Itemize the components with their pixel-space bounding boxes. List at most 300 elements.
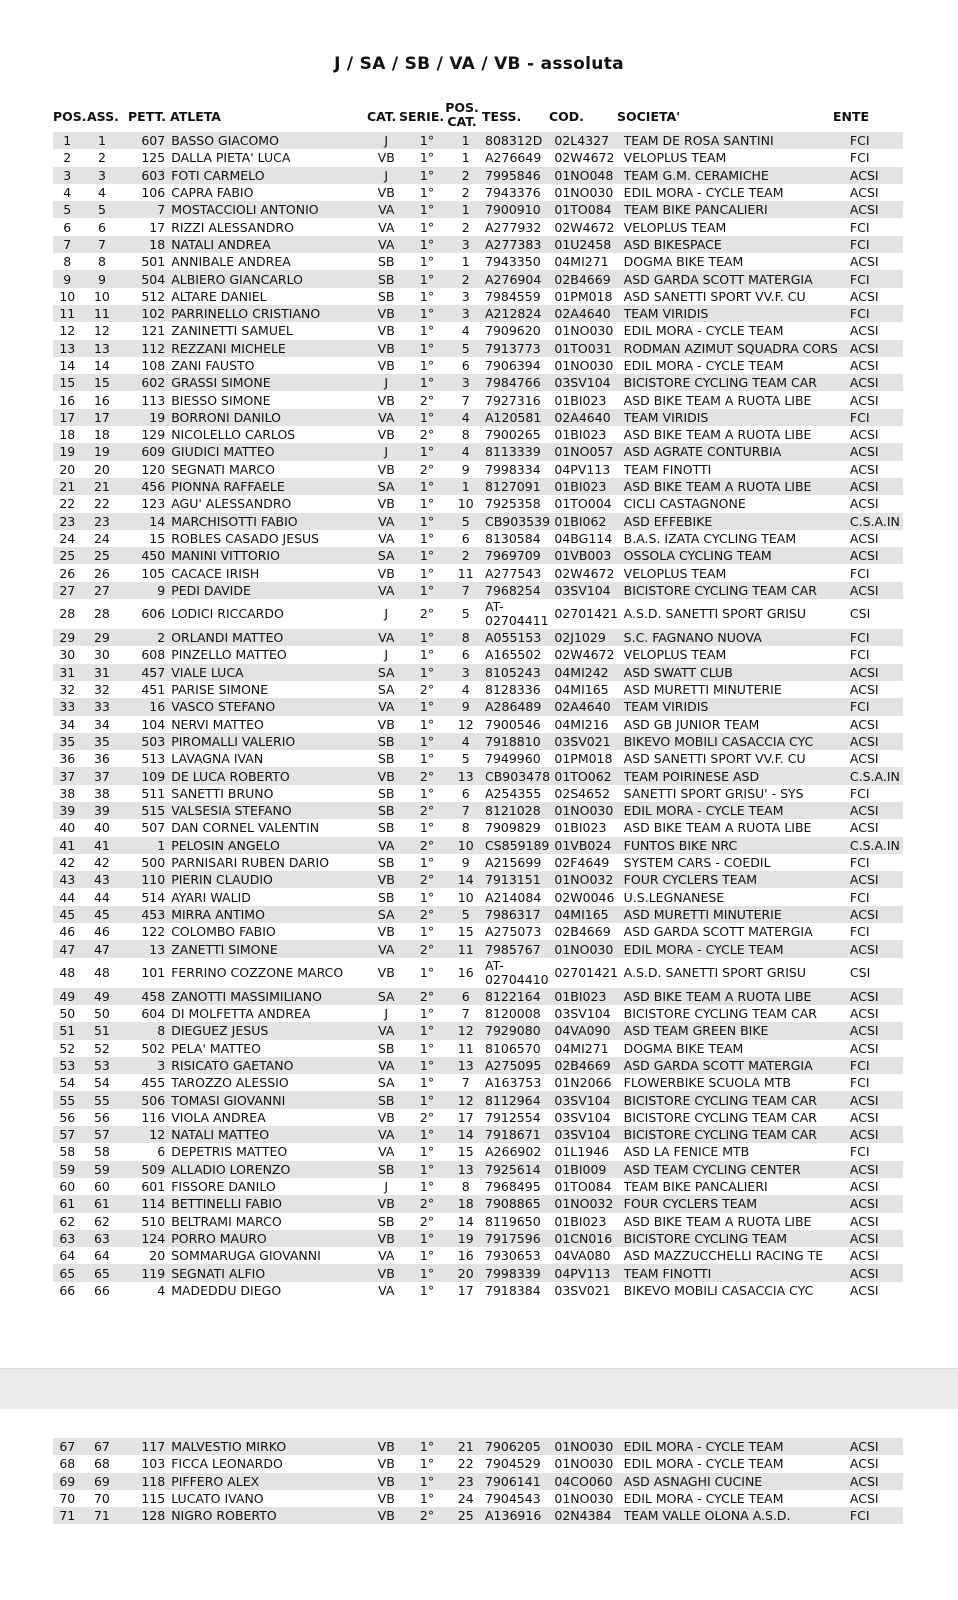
cell-ente: ACSI [850,750,903,767]
cell-cod: 01BI023 [554,391,623,408]
cell-serie: 2° [404,391,451,408]
cell-pos-cat: 15 [450,1143,481,1160]
cell-pos-cat: 14 [450,871,481,888]
cell-societa: ASD LA FENICE MTB [624,1143,850,1160]
cell-societa: SYSTEM CARS - COEDIL [624,854,850,871]
table-row [53,888,903,905]
cell-pett: 106 [122,184,171,201]
cell-tess: 7900910 [481,201,554,218]
cell-cat: J [369,374,404,391]
cell-societa: ASD TEAM CYCLING CENTER [624,1161,850,1178]
cell-pos: 39 [53,802,82,819]
cell-tess: 808312D [481,132,554,149]
cell-cod: 02A4640 [554,305,623,322]
cell-tess: A277932 [481,218,554,235]
cell-ente: CSI [850,958,903,988]
cell-ass: 11 [82,305,123,322]
cell-pett: 456 [122,478,171,495]
cell-cat: J [369,599,404,629]
cell-societa: EDIL MORA - CYCLE TEAM [624,802,850,819]
cell-ente: FCI [850,1143,903,1160]
table-row [53,340,903,357]
cell-societa: DOGMA BIKE TEAM [624,1040,850,1057]
cell-pos-cat: 2 [450,547,481,564]
cell-tess: CB903478 [481,767,554,784]
cell-societa: U.S.LEGNANESE [624,888,850,905]
cell-societa: VELOPLUS TEAM [624,646,850,663]
cell-ente: ACSI [850,184,903,201]
cell-pett: 110 [122,871,171,888]
cell-cod: 01BI062 [554,513,623,530]
cell-cat: VB [369,767,404,784]
cell-ass: 44 [82,888,123,905]
cell-pett: 12 [122,1126,171,1143]
cell-ass: 4 [82,184,123,201]
cell-pos-cat: 8 [450,1178,481,1195]
cell-atleta: REZZANI MICHELE [171,340,369,357]
cell-societa: TEAM VIRIDIS [624,409,850,426]
table-row [53,513,903,530]
cell-cod: 04VA090 [554,1022,623,1039]
cell-ass: 62 [82,1213,123,1230]
cell-pos: 37 [53,767,82,784]
cell-ente: ACSI [850,1438,903,1455]
cell-ente: ACSI [850,1264,903,1281]
cell-ente: FCI [850,409,903,426]
cell-pos: 45 [53,906,82,923]
table-row [53,988,903,1005]
cell-pos: 66 [53,1282,82,1299]
cell-pos: 43 [53,871,82,888]
cell-serie: 1° [404,1040,451,1057]
cell-atleta: ANNIBALE ANDREA [171,253,369,270]
results-page-2 [0,1409,958,1600]
cell-cod: 02W4672 [554,149,623,166]
cell-atleta: PIONNA RAFFAELE [171,478,369,495]
cell-pett: 512 [122,288,171,305]
cell-serie: 1° [404,340,451,357]
cell-cat: VA [369,582,404,599]
cell-serie: 2° [404,940,451,957]
cell-atleta: TOMASI GIOVANNI [171,1091,369,1108]
cell-cat: VB [369,1109,404,1126]
cell-pos-cat: 13 [450,767,481,784]
cell-tess: 7943350 [481,253,554,270]
cell-cod: 01BI023 [554,478,623,495]
cell-cod: 01BI023 [554,988,623,1005]
cell-cat: VB [369,1438,404,1455]
cell-ass: 18 [82,426,123,443]
cell-pos-cat: 9 [450,698,481,715]
table-row [53,426,903,443]
cell-pos-cat: 12 [450,1022,481,1039]
cell-serie: 1° [404,513,451,530]
cell-ass: 70 [82,1490,123,1507]
cell-cat: VA [369,1057,404,1074]
table-row [53,443,903,460]
cell-pos: 44 [53,888,82,905]
cell-tess: A275073 [481,923,554,940]
cell-serie: 1° [404,698,451,715]
cell-pos: 12 [53,322,82,339]
cell-pos-cat: 3 [450,288,481,305]
cell-pos: 26 [53,564,82,581]
table-row [53,1230,903,1247]
table-row [53,582,903,599]
table-row [53,1438,903,1455]
cell-atleta: CAPRA FABIO [171,184,369,201]
cell-pos-cat: 12 [450,1091,481,1108]
cell-ente: ACSI [850,1161,903,1178]
cell-pos: 42 [53,854,82,871]
cell-serie: 2° [404,1507,451,1524]
cell-tess: A266902 [481,1143,554,1160]
cell-societa: BICISTORE CYCLING TEAM CAR [624,1109,850,1126]
cell-pos-cat: 3 [450,305,481,322]
cell-pos: 28 [53,599,82,629]
cell-ente: ACSI [850,495,903,512]
cell-pos-cat: 8 [450,819,481,836]
cell-tess: 8122164 [481,988,554,1005]
cell-serie: 1° [404,750,451,767]
cell-serie: 1° [404,167,451,184]
cell-pett: 511 [122,785,171,802]
cell-tess: A212824 [481,305,554,322]
cell-ass: 48 [82,958,123,988]
table-row [53,149,903,166]
cell-ente: FCI [850,149,903,166]
cell-cat: VB [369,495,404,512]
table-row [53,357,903,374]
cell-cod: 01TO084 [554,201,623,218]
cell-tess: A214084 [481,888,554,905]
cell-pos: 70 [53,1490,82,1507]
col-cod: COD. [549,109,584,124]
cell-pos-cat: 10 [450,888,481,905]
cell-tess: 7968495 [481,1178,554,1195]
cell-serie: 1° [404,322,451,339]
cell-ente: ACSI [850,1091,903,1108]
cell-atleta: MADEDDU DIEGO [171,1282,369,1299]
cell-pos: 50 [53,1005,82,1022]
cell-pett: 506 [122,1091,171,1108]
cell-societa: A.S.D. SANETTI SPORT GRISU [624,599,850,629]
cell-pett: 121 [122,322,171,339]
col-cat: CAT. [367,109,397,124]
cell-societa: ASD BIKE TEAM A RUOTA LIBE [624,819,850,836]
table-row [53,1057,903,1074]
cell-societa: BICISTORE CYCLING TEAM CAR [624,1005,850,1022]
cell-pett: 500 [122,854,171,871]
cell-atleta: SANETTI BRUNO [171,785,369,802]
cell-pett: 122 [122,923,171,940]
cell-serie: 1° [404,374,451,391]
cell-pos: 56 [53,1109,82,1126]
cell-cat: VB [369,1264,404,1281]
cell-pett: 112 [122,340,171,357]
cell-tess: 8127091 [481,478,554,495]
cell-pos-cat: 1 [450,201,481,218]
cell-tess: 7913773 [481,340,554,357]
cell-ente: ACSI [850,547,903,564]
cell-tess: 8105243 [481,664,554,681]
cell-pos-cat: 11 [450,1040,481,1057]
cell-ente: ACSI [850,1282,903,1299]
cell-cat: SB [369,785,404,802]
cell-pos-cat: 25 [450,1507,481,1524]
cell-pos-cat: 4 [450,733,481,750]
cell-ente: ACSI [850,819,903,836]
cell-ass: 36 [82,750,123,767]
cell-serie: 1° [404,305,451,322]
cell-tess: A165502 [481,646,554,663]
cell-serie: 1° [404,1247,451,1264]
cell-atleta: DEPETRIS MATTEO [171,1143,369,1160]
cell-pos-cat: 6 [450,646,481,663]
col-pos-cat: POS. CAT. [445,100,479,129]
cell-ass: 66 [82,1282,123,1299]
cell-ente: ACSI [850,582,903,599]
cell-tess: A276649 [481,149,554,166]
cell-ass: 42 [82,854,123,871]
cell-cod: 02F4649 [554,854,623,871]
cell-pos: 16 [53,391,82,408]
cell-tess: 7904543 [481,1490,554,1507]
cell-ass: 57 [82,1126,123,1143]
cell-atleta: BIESSO SIMONE [171,391,369,408]
cell-cat: VB [369,1455,404,1472]
cell-cat: VA [369,837,404,854]
cell-atleta: PARNISARI RUBEN DARIO [171,854,369,871]
cell-pett: 16 [122,698,171,715]
cell-pos: 36 [53,750,82,767]
cell-pett: 4 [122,1282,171,1299]
cell-ente: FCI [850,785,903,802]
cell-ass: 9 [82,270,123,287]
cell-ente: ACSI [850,167,903,184]
cell-tess: 7943376 [481,184,554,201]
cell-pos-cat: 3 [450,236,481,253]
cell-ass: 61 [82,1195,123,1212]
cell-ente: FCI [850,629,903,646]
cell-pett: 609 [122,443,171,460]
cell-atleta: SOMMARUGA GIOVANNI [171,1247,369,1264]
cell-atleta: FERRINO COZZONE MARCO [171,958,369,988]
cell-societa: TEAM VALLE OLONA A.S.D. [624,1507,850,1524]
cell-atleta: NERVI MATTEO [171,716,369,733]
cell-pos: 57 [53,1126,82,1143]
cell-ente: FCI [850,698,903,715]
cell-ass: 38 [82,785,123,802]
cell-pos-cat: 1 [450,149,481,166]
cell-pos: 71 [53,1507,82,1524]
table-row [53,802,903,819]
cell-pett: 19 [122,409,171,426]
cell-serie: 1° [404,854,451,871]
cell-cat: SB [369,802,404,819]
cell-pos: 69 [53,1473,82,1490]
cell-societa: SANETTI SPORT GRISU' - SYS [624,785,850,802]
cell-ente: FCI [850,236,903,253]
cell-tess: 7984766 [481,374,554,391]
cell-tess: 7949960 [481,750,554,767]
cell-pos: 7 [53,236,82,253]
page-separator [0,1368,958,1410]
col-ente: ENTE [833,109,870,124]
cell-tess: 7912554 [481,1109,554,1126]
cell-cod: 02701421 [554,599,623,629]
cell-ass: 10 [82,288,123,305]
cell-cat: VA [369,940,404,957]
cell-pos-cat: 16 [450,1247,481,1264]
cell-serie: 1° [404,288,451,305]
cell-tess: 7918810 [481,733,554,750]
cell-cod: 02W4672 [554,218,623,235]
cell-pos: 20 [53,461,82,478]
cell-tess: 7985767 [481,940,554,957]
cell-tess: A055153 [481,629,554,646]
cell-cat: SB [369,733,404,750]
cell-ente: ACSI [850,802,903,819]
cell-cod: 01BI023 [554,819,623,836]
cell-atleta: BASSO GIACOMO [171,132,369,149]
cell-atleta: PELA' MATTEO [171,1040,369,1057]
cell-cat: VA [369,1282,404,1299]
cell-pos: 10 [53,288,82,305]
cell-pos: 55 [53,1091,82,1108]
col-tess: TESS. [482,109,522,124]
cell-ente: ACSI [850,1109,903,1126]
cell-cat: VB [369,923,404,940]
table-row [53,1161,903,1178]
cell-pos-cat: 3 [450,664,481,681]
cell-ass: 32 [82,681,123,698]
cell-pos-cat: 14 [450,1213,481,1230]
table-row [53,1109,903,1126]
cell-pos-cat: 5 [450,750,481,767]
cell-serie: 1° [404,664,451,681]
cell-cat: SA [369,664,404,681]
cell-atleta: DIEGUEZ JESUS [171,1022,369,1039]
cell-ente: ACSI [850,988,903,1005]
page-title: J / SA / SB / VA / VB - assoluta [334,54,624,74]
cell-ente: C.S.A.IN [850,837,903,854]
cell-pos: 27 [53,582,82,599]
cell-pos-cat: 6 [450,530,481,547]
cell-pos: 31 [53,664,82,681]
cell-ass: 55 [82,1091,123,1108]
col-pos: POS. [53,109,87,124]
cell-ente: FCI [850,132,903,149]
cell-pett: 513 [122,750,171,767]
cell-pos-cat: 4 [450,409,481,426]
cell-societa: TEAM VIRIDIS [624,305,850,322]
table-row [53,374,903,391]
cell-pos: 41 [53,837,82,854]
cell-serie: 1° [404,236,451,253]
cell-ente: FCI [850,270,903,287]
cell-societa: EDIL MORA - CYCLE TEAM [624,357,850,374]
cell-ente: ACSI [850,1040,903,1057]
cell-ente: ACSI [850,1473,903,1490]
cell-tess: 7984559 [481,288,554,305]
cell-cat: VB [369,357,404,374]
cell-pett: 507 [122,819,171,836]
cell-serie: 1° [404,132,451,149]
cell-cat: SA [369,1074,404,1091]
cell-atleta: MIRRA ANTIMO [171,906,369,923]
cell-ente: ACSI [850,1005,903,1022]
cell-ass: 65 [82,1264,123,1281]
table-row [53,1040,903,1057]
table-row [53,564,903,581]
cell-societa: ASD SANETTI SPORT VV.F. CU [624,750,850,767]
cell-ass: 45 [82,906,123,923]
cell-societa: EDIL MORA - CYCLE TEAM [624,1455,850,1472]
cell-ass: 41 [82,837,123,854]
cell-societa: ASD EFFEBIKE [624,513,850,530]
cell-tess: A136916 [481,1507,554,1524]
cell-ente: ACSI [850,201,903,218]
col-ass: ASS. [87,109,119,124]
cell-pos: 60 [53,1178,82,1195]
cell-cat: VB [369,305,404,322]
cell-ass: 28 [82,599,123,629]
cell-societa: ASD GARDA SCOTT MATERGIA [624,923,850,940]
cell-pos-cat: 1 [450,132,481,149]
cell-pett: 102 [122,305,171,322]
cell-cod: 01BI009 [554,1161,623,1178]
cell-ente: ACSI [850,288,903,305]
cell-serie: 1° [404,1091,451,1108]
cell-cod: 03SV104 [554,1005,623,1022]
table-row [53,322,903,339]
cell-serie: 1° [404,409,451,426]
cell-pos-cat: 14 [450,1126,481,1143]
cell-ente: ACSI [850,681,903,698]
cell-pett: 113 [122,391,171,408]
table-row [53,1005,903,1022]
cell-ente: ACSI [850,374,903,391]
cell-ente: FCI [850,1057,903,1074]
cell-serie: 1° [404,184,451,201]
table-row [53,733,903,750]
cell-pos: 15 [53,374,82,391]
cell-cod: 02A4640 [554,409,623,426]
cell-pett: 604 [122,1005,171,1022]
cell-pos: 65 [53,1264,82,1281]
cell-cat: VB [369,1490,404,1507]
cell-cod: 04MI165 [554,906,623,923]
cell-ass: 39 [82,802,123,819]
cell-ass: 21 [82,478,123,495]
cell-societa: TEAM G.M. CERAMICHE [624,167,850,184]
cell-atleta: LUCATO IVANO [171,1490,369,1507]
cell-ente: ACSI [850,530,903,547]
cell-tess: CB903539 [481,513,554,530]
cell-cat: J [369,132,404,149]
cell-serie: 1° [404,582,451,599]
cell-cod: 04MI165 [554,681,623,698]
cell-pos-cat: 21 [450,1438,481,1455]
cell-ass: 58 [82,1143,123,1160]
table-row [53,391,903,408]
cell-pos: 63 [53,1230,82,1247]
cell-cod: 01NO030 [554,322,623,339]
cell-societa: ASD MURETTI MINUTERIE [624,906,850,923]
cell-societa: BICISTORE CYCLING TEAM CAR [624,1126,850,1143]
cell-pos-cat: 8 [450,426,481,443]
